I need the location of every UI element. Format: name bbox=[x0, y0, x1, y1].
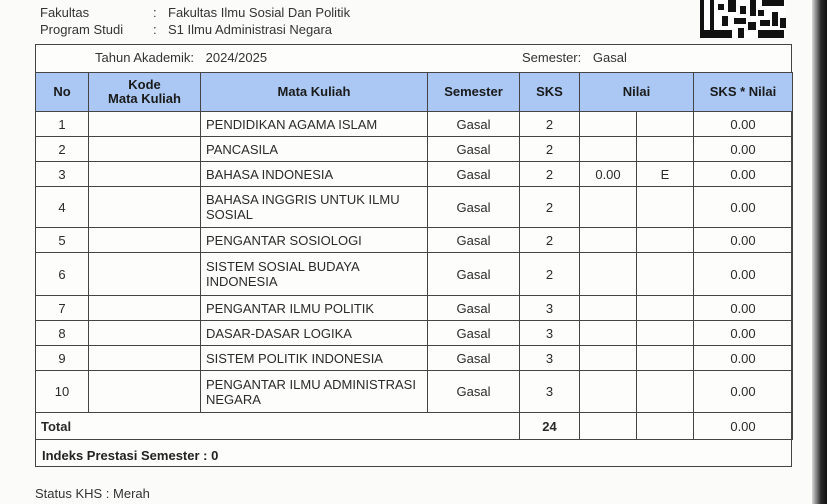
cell-sks: 3 bbox=[520, 296, 580, 321]
cell-nilai-huruf bbox=[637, 321, 694, 346]
cell-nilai-angka bbox=[580, 228, 637, 253]
cell-mata-kuliah: PENGANTAR SOSIOLOGI bbox=[201, 228, 428, 253]
table-row bbox=[36, 346, 793, 371]
cell-mata-kuliah: BAHASA INGGRIS UNTUK ILMU SOSIAL bbox=[201, 187, 428, 228]
cell-nilai-huruf bbox=[637, 346, 694, 371]
cell-nilai-huruf bbox=[637, 371, 694, 413]
cell-no: 8 bbox=[36, 321, 89, 346]
cell-semester: Gasal bbox=[428, 321, 520, 346]
cell-kode bbox=[89, 321, 201, 346]
cell-sks-nilai: 0.00 bbox=[694, 187, 793, 228]
table-row bbox=[36, 253, 793, 296]
cell-nilai-angka bbox=[580, 346, 637, 371]
prodi-value: S1 Ilmu Administrasi Negara bbox=[168, 22, 333, 37]
cell-kode bbox=[89, 253, 201, 296]
cell-semester: Gasal bbox=[428, 228, 520, 253]
cell-semester: Gasal bbox=[428, 162, 520, 187]
cell-semester: Gasal bbox=[428, 253, 520, 296]
cell-mata-kuliah: SISTEM SOSIAL BUDAYA INDONESIA bbox=[201, 253, 428, 296]
cell-no: 3 bbox=[36, 162, 89, 187]
cell-no: 6 bbox=[36, 253, 89, 296]
cell-mata-kuliah: PANCASILA bbox=[201, 137, 428, 162]
cell-no: 5 bbox=[36, 228, 89, 253]
cell-sks: 3 bbox=[520, 321, 580, 346]
cell-nilai-huruf bbox=[637, 228, 694, 253]
cell-sks-nilai: 0.00 bbox=[694, 137, 793, 162]
table-header-row bbox=[36, 73, 793, 112]
khs-table bbox=[35, 72, 793, 440]
cell-sks-nilai: 0.00 bbox=[694, 321, 793, 346]
cell-kode bbox=[89, 137, 201, 162]
col-mata-kuliah: Mata Kuliah bbox=[201, 73, 428, 112]
separator: : bbox=[153, 5, 157, 20]
col-sks-nilai: SKS * Nilai bbox=[694, 73, 793, 112]
table-row bbox=[36, 321, 793, 346]
semester-info bbox=[522, 50, 627, 65]
cell-nilai-angka: 0.00 bbox=[580, 162, 637, 187]
cell-sks: 2 bbox=[520, 112, 580, 137]
cell-nilai-huruf bbox=[637, 187, 694, 228]
cell-mata-kuliah: PENGANTAR ILMU POLITIK bbox=[201, 296, 428, 321]
cell-nilai-huruf bbox=[637, 296, 694, 321]
cell-no: 4 bbox=[36, 187, 89, 228]
cell-semester: Gasal bbox=[428, 371, 520, 413]
cell-kode bbox=[89, 187, 201, 228]
cell-sks: 3 bbox=[520, 371, 580, 413]
col-semester: Semester bbox=[428, 73, 520, 112]
table-row bbox=[36, 112, 793, 137]
table-row bbox=[36, 296, 793, 321]
cell-no: 2 bbox=[36, 137, 89, 162]
col-sks: SKS bbox=[520, 73, 580, 112]
cell-nilai-huruf bbox=[637, 137, 694, 162]
cell-kode bbox=[89, 112, 201, 137]
tahun-akademik bbox=[95, 50, 267, 65]
total-label: Total bbox=[36, 413, 520, 440]
col-nilai: Nilai bbox=[580, 73, 694, 112]
total-nilai-huruf bbox=[637, 413, 694, 440]
fakultas-label: Fakultas bbox=[40, 5, 90, 20]
table-row bbox=[36, 137, 793, 162]
cell-nilai-angka bbox=[580, 112, 637, 137]
table-row bbox=[36, 228, 793, 253]
table-row bbox=[36, 187, 793, 228]
separator: : bbox=[153, 22, 157, 37]
cell-semester: Gasal bbox=[428, 137, 520, 162]
cell-kode bbox=[89, 296, 201, 321]
total-row bbox=[36, 413, 793, 440]
cell-nilai-angka bbox=[580, 253, 637, 296]
cell-sks-nilai: 0.00 bbox=[694, 296, 793, 321]
cell-semester: Gasal bbox=[428, 296, 520, 321]
cell-nilai-angka bbox=[580, 321, 637, 346]
table-row bbox=[36, 371, 793, 413]
prodi-label: Program Studi bbox=[40, 22, 124, 37]
fakultas-value: Fakultas Ilmu Sosial Dan Politik bbox=[168, 5, 351, 20]
cell-sks: 3 bbox=[520, 346, 580, 371]
cell-kode bbox=[89, 228, 201, 253]
cell-kode bbox=[89, 346, 201, 371]
cell-sks-nilai: 0.00 bbox=[694, 228, 793, 253]
cell-kode bbox=[89, 162, 201, 187]
cell-nilai-huruf bbox=[637, 112, 694, 137]
semester-value: Gasal bbox=[592, 50, 627, 65]
cell-sks-nilai: 0.00 bbox=[694, 253, 793, 296]
cell-sks-nilai: 0.00 bbox=[694, 346, 793, 371]
table-row bbox=[36, 162, 793, 187]
cell-nilai-huruf: E bbox=[637, 162, 694, 187]
total-nilai-angka bbox=[580, 413, 637, 440]
tahun-value: 2024/2025 bbox=[205, 50, 268, 65]
cell-mata-kuliah: PENGANTAR ILMU ADMINISTRASI NEGARA bbox=[201, 371, 428, 413]
cell-mata-kuliah: BAHASA INDONESIA bbox=[201, 162, 428, 187]
cell-sks-nilai: 0.00 bbox=[694, 371, 793, 413]
cell-sks: 2 bbox=[520, 253, 580, 296]
tahun-label: Tahun Akademik: bbox=[95, 50, 195, 65]
cell-mata-kuliah: DASAR-DASAR LOGIKA bbox=[201, 321, 428, 346]
indeks-prestasi-semester: Indeks Prestasi Semester : 0 bbox=[35, 443, 792, 467]
cell-mata-kuliah: PENDIDIKAN AGAMA ISLAM bbox=[201, 112, 428, 137]
cell-nilai-angka bbox=[580, 296, 637, 321]
cell-semester: Gasal bbox=[428, 112, 520, 137]
page-edge-shadow bbox=[812, 0, 827, 504]
cell-no: 9 bbox=[36, 346, 89, 371]
cell-kode bbox=[89, 371, 201, 413]
cell-nilai-huruf bbox=[637, 253, 694, 296]
cell-sks: 2 bbox=[520, 187, 580, 228]
cell-nilai-angka bbox=[580, 187, 637, 228]
cell-semester: Gasal bbox=[428, 346, 520, 371]
cell-no: 10 bbox=[36, 371, 89, 413]
cell-nilai-angka bbox=[580, 371, 637, 413]
col-no: No bbox=[36, 73, 89, 112]
cell-sks-nilai: 0.00 bbox=[694, 162, 793, 187]
qr-code-icon bbox=[700, 0, 786, 38]
cell-sks: 2 bbox=[520, 228, 580, 253]
semester-label: Semester: bbox=[522, 50, 582, 65]
cell-no: 7 bbox=[36, 296, 89, 321]
cell-mata-kuliah: SISTEM POLITIK INDONESIA bbox=[201, 346, 428, 371]
cell-semester: Gasal bbox=[428, 187, 520, 228]
cell-no: 1 bbox=[36, 112, 89, 137]
cell-sks: 2 bbox=[520, 137, 580, 162]
status-khs: Status KHS : Merah bbox=[35, 486, 150, 501]
col-kode: Kode Mata Kuliah bbox=[89, 73, 201, 112]
cell-nilai-angka bbox=[580, 137, 637, 162]
total-sks: 24 bbox=[520, 413, 580, 440]
cell-sks-nilai: 0.00 bbox=[694, 112, 793, 137]
total-sks-nilai: 0.00 bbox=[694, 413, 793, 440]
cell-sks: 2 bbox=[520, 162, 580, 187]
